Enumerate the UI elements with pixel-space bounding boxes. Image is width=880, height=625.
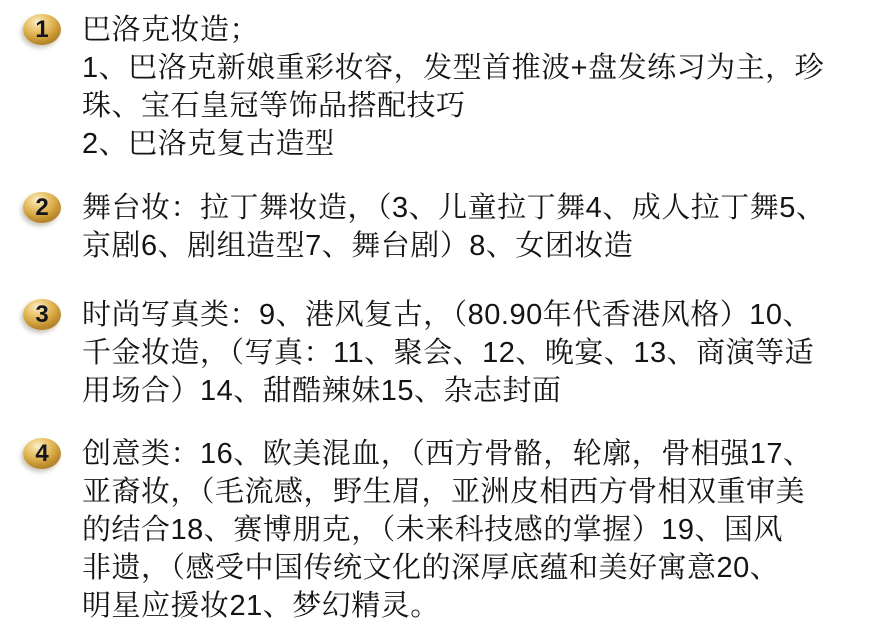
text-line: 非遗，（感受中国传统文化的深厚底蕴和美好寓意20、 xyxy=(82,552,780,584)
section-text xyxy=(82,189,825,265)
text-line: 明星应援妆21、梦幻精灵。 xyxy=(82,590,440,622)
section-text xyxy=(82,11,824,163)
text-line: 舞台妆：拉丁舞妆造，（3、儿童拉丁舞4、成人拉丁舞5、 xyxy=(82,192,826,224)
text-line: 1、巴洛克新娘重彩妆容，发型首推波+盘发练习为主，珍 xyxy=(82,52,825,84)
text-line: 珠、宝石皇冠等饰品搭配技巧 xyxy=(82,90,466,122)
section-text xyxy=(82,435,813,625)
badge-number: 4 xyxy=(35,439,49,467)
badge-number: 2 xyxy=(35,193,49,221)
text-line: 2、巴洛克复古造型 xyxy=(82,128,335,160)
section-stage-makeup xyxy=(23,189,880,265)
text-line: 时尚写真类：9、港风复古，（80.90年代香港风格）10、 xyxy=(82,299,812,331)
text-line: 千金妆造，（写真：11、聚会、12、晚宴、13、商演等适 xyxy=(82,337,815,369)
number-badge-3-icon xyxy=(23,299,61,330)
text-line: 巴洛克妆造； xyxy=(82,14,260,46)
number-badge-2-icon xyxy=(23,192,61,223)
text-line: 的结合18、赛博朋克，（未来科技感的掌握）19、国风 xyxy=(82,514,784,546)
text-line: 创意类：16、欧美混血，（西方骨骼，轮廓，骨相强17、 xyxy=(82,438,813,470)
section-fashion-photo xyxy=(23,296,880,410)
badge-number: 1 xyxy=(35,15,49,43)
section-creative xyxy=(23,435,880,625)
number-badge-1-icon xyxy=(23,14,61,45)
number-badge-4-icon xyxy=(23,438,61,469)
badge-number: 3 xyxy=(35,300,49,328)
text-line: 亚裔妆，（毛流感，野生眉，亚洲皮相西方骨相双重审美 xyxy=(82,476,806,508)
text-line: 用场合）14、甜酷辣妹15、杂志封面 xyxy=(82,375,562,407)
section-text xyxy=(82,296,814,410)
text-line: 京剧6、剧组造型7、舞台剧）8、女团妆造 xyxy=(82,230,634,262)
section-baroque-makeup xyxy=(23,11,880,163)
